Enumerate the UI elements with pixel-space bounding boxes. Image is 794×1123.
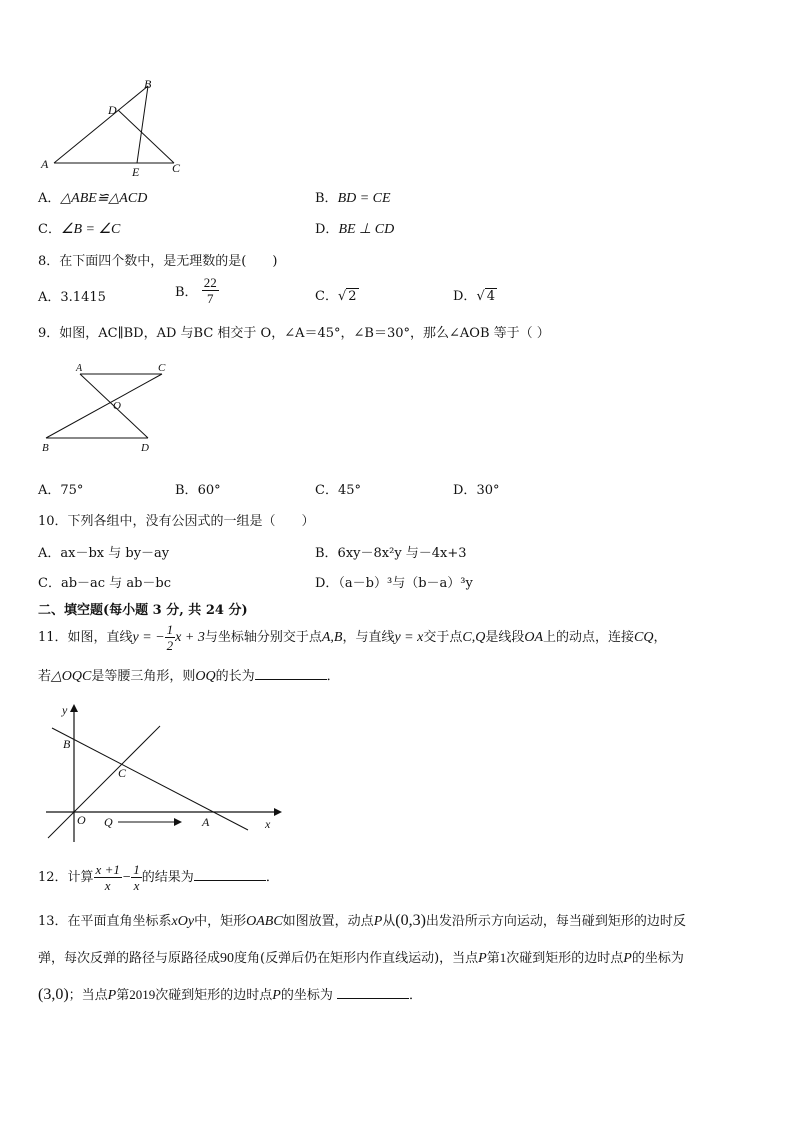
label-D: D (108, 103, 117, 117)
q10-stem: 10．下列各组中，没有公因式的一组是（ ） (38, 514, 315, 529)
answer-blank[interactable] (255, 667, 327, 680)
label-B: B (42, 442, 49, 454)
q8-stem: 8．在下面四个数中，是无理数的是( ) (38, 254, 278, 269)
answer-blank[interactable] (337, 986, 409, 999)
label-E: E (132, 165, 140, 179)
q9-option-c: C．45° (315, 483, 361, 498)
answer-blank[interactable] (194, 868, 266, 881)
label-C: C (158, 362, 166, 374)
fraction-22-7: $\frac{22}{7}$ (203, 275, 217, 306)
q13-line-2: 弹，每次反弹的路径与原路径成90度角(反弹后仍在矩形内作直线运动)，当点P第1次碰到矩形的边时点P的坐标为 (38, 950, 684, 966)
q7-option-b: B．BD = CE (315, 191, 391, 206)
label-Q: Q (104, 815, 113, 829)
q9-option-d: D．30° (453, 483, 500, 498)
label-C: C (172, 161, 181, 175)
label-D: D (141, 442, 149, 454)
label-O: O (77, 813, 86, 827)
sqrt-icon: √ (337, 289, 347, 304)
q8-option-c: C．√ 2 (315, 289, 357, 304)
q10-option-b: B．6xy－8x²y 与－4x+3 (315, 546, 467, 561)
sqrt-icon: √ (476, 289, 485, 304)
q10-option-a: A．ax－bx 与 by－ay (38, 546, 170, 561)
label-A: A (202, 815, 210, 829)
q8-option-a: A．3.1415 (38, 290, 106, 305)
parallel-lines-figure-q9 (38, 358, 178, 458)
q9-stem: 9．如图，AC∥BD，AD 与BC 相交于 O，∠A＝45°，∠B＝30°，那么∠AOB 等于（ ） (38, 326, 550, 341)
label-A: A (76, 363, 83, 374)
label-y: y (62, 703, 68, 717)
label-C: C (118, 766, 127, 780)
q11-line-2: 若△OQC是等腰三角形，则OQ的长为 ． (38, 669, 340, 684)
q7-option-c: C．∠B = ∠C (38, 222, 121, 237)
q11-line-1: 11．如图，直线y = − $\frac{1}{2}$ x + 3与坐标轴分别交于点A,B，与直线y = x交于点C,Q是线段OA上的动点，连接CQ， (38, 622, 667, 653)
label-A: A (41, 157, 49, 171)
q9-option-a: A．75° (38, 483, 84, 498)
q10-option-c: C．ab－ac 与 ab－bc (38, 576, 171, 591)
q7-option-a: A．△ABE≌△ACD (38, 191, 148, 206)
q7-option-d: D．BE ⊥ CD (315, 222, 395, 237)
q13-line-1: 13．在平面直角坐标系xOy中，矩形OABC如图放置，动点P从(0,3)出发沿所示方向运动，每当碰到矩形的边时反 (38, 912, 686, 929)
q9-option-b: B．60° (175, 483, 221, 498)
triangle-figure-q7 (38, 76, 188, 180)
q10-option-d: D．（a－b）³与（b－a）³y (315, 576, 473, 591)
label-B: B (63, 737, 71, 751)
q8-option-d: D．√ 4 (453, 289, 496, 304)
label-O: O (113, 400, 121, 412)
section-heading-fill-in: 二、填空题(每小题 3 分, 共 24 分) (38, 603, 248, 618)
label-B: B (144, 77, 152, 91)
coordinate-figure-q11 (38, 700, 283, 846)
label-x: x (265, 817, 271, 831)
q8-option-b: B． $\frac{22}{7}$ (175, 275, 217, 306)
q13-line-3: (3,0)；当点P第2019次碰到矩形的边时点P的坐标为 ． (38, 986, 422, 1003)
q12-line: 12．计算 $\frac{x +1}{x}$ − $\frac{1}{x}$ 的结果为 ． (38, 862, 279, 893)
